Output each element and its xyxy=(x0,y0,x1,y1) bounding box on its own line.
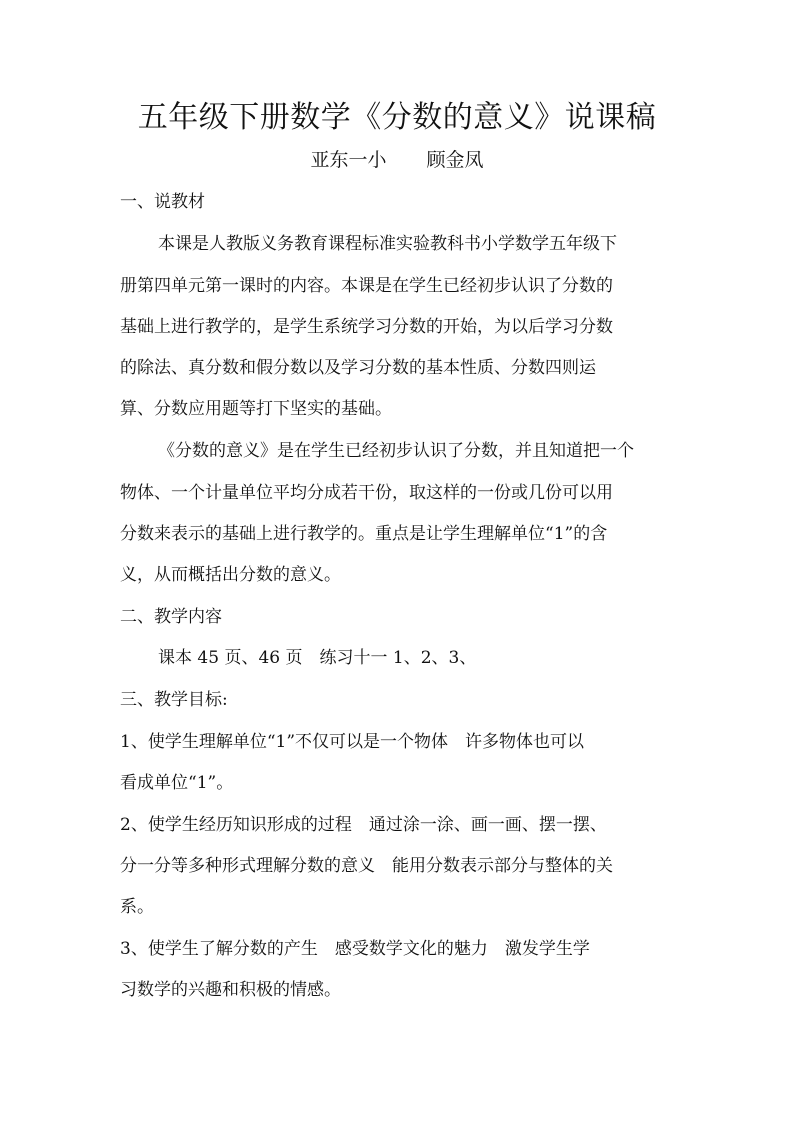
document-title: 五年级下册数学《分数的意义》说课稿 xyxy=(137,100,657,135)
content-line: 课本 45 页、46 页 练习十一 1、2、3、 xyxy=(158,648,477,668)
objective-line: 3、使学生了解分数的产生 感受数学文化的魅力 激发学生学 xyxy=(120,939,590,959)
section-heading-content: 二、教学内容 xyxy=(120,607,222,627)
paragraph-line: 义，从而概括出分数的意义。 xyxy=(120,565,341,585)
section-heading-textbook: 一、说教材 xyxy=(120,192,205,212)
paragraph-line: 物体、一个计量单位平均分成若干份，取这样的一份或几份可以用 xyxy=(120,483,613,503)
paragraph-line: 的除法、真分数和假分数以及学习分数的基本性质、分数四则运 xyxy=(120,358,596,378)
paragraph-line: 册第四单元第一课时的内容。本课是在学生已经初步认识了分数的 xyxy=(120,276,613,296)
objective-line: 习数学的兴趣和积极的情感。 xyxy=(120,980,341,1000)
paragraph-line: 基础上进行教学的，是学生系统学习分数的开始，为以后学习分数 xyxy=(120,317,613,337)
objective-line: 系。 xyxy=(120,897,154,917)
paragraph-line: 本课是人教版义务教育课程标准实验教科书小学数学五年级下 xyxy=(158,234,617,254)
objective-line: 2、使学生经历知识形成的过程 通过涂一涂、画一画、摆一摆、 xyxy=(120,815,607,835)
paragraph-line: 算、分数应用题等打下坚实的基础。 xyxy=(120,399,392,419)
author-line xyxy=(0,145,794,175)
author-name: 顾金凤 xyxy=(426,149,484,171)
section-heading-objectives: 三、教学目标: xyxy=(120,690,228,710)
objective-line: 分一分等多种形式理解分数的意义 能用分数表示部分与整体的关 xyxy=(120,856,613,876)
author-school: 亚东一小 xyxy=(310,149,387,171)
objective-line: 看成单位“1”。 xyxy=(120,773,234,793)
paragraph-line: 分数来表示的基础上进行教学的。重点是让学生理解单位“1”的含 xyxy=(120,524,608,544)
paragraph-line: 《分数的意义》是在学生已经初步认识了分数，并且知道把一个 xyxy=(158,441,634,461)
objective-line: 1、使学生理解单位“1”不仅可以是一个物体 许多物体也可以 xyxy=(120,732,585,752)
